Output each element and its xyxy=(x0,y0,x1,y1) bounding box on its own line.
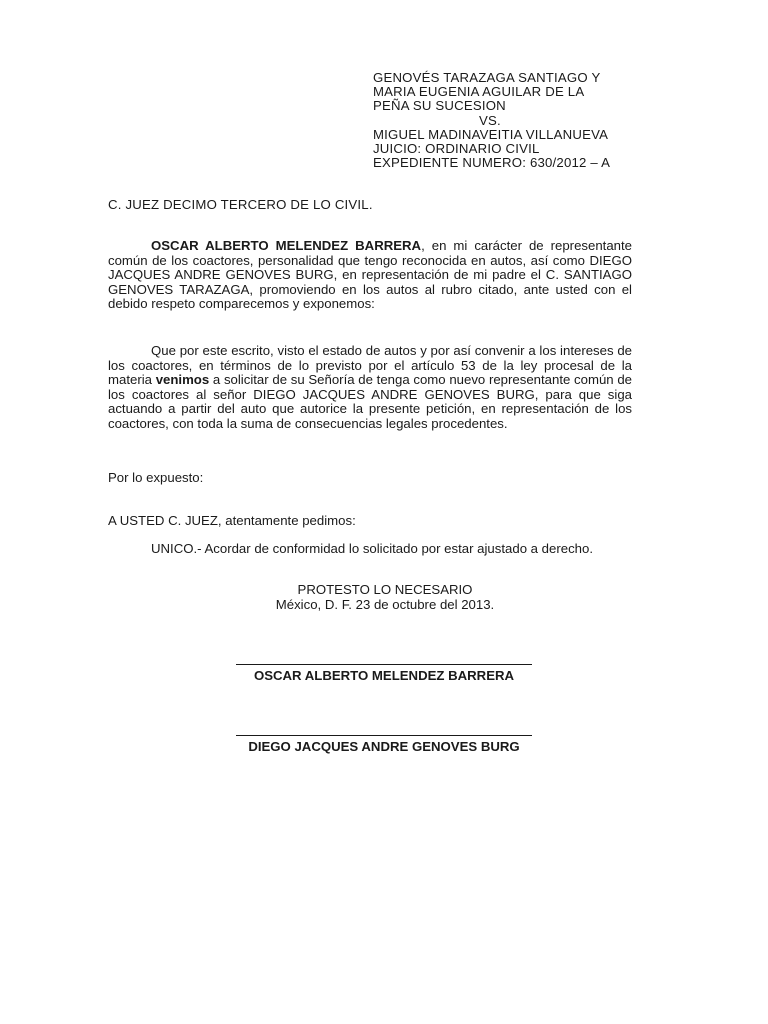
petition-heading: A USTED C. JUEZ, atentamente pedimos: xyxy=(108,513,356,528)
protest-title: PROTESTO LO NECESARIO xyxy=(297,582,473,597)
signatory-name: OSCAR ALBERTO MELENDEZ BARRERA xyxy=(253,668,515,683)
caption-trial-type: JUICIO: ORDINARIO CIVIL xyxy=(373,141,540,157)
signature-line xyxy=(236,735,532,736)
signature-block-2 xyxy=(228,735,540,754)
caption-versus: VS. xyxy=(479,112,501,128)
paragraph-request xyxy=(108,344,632,432)
case-caption xyxy=(373,71,673,170)
signatory-name: DIEGO JACQUES ANDRE GENOVES BURG xyxy=(248,739,520,754)
por-lo-expuesto: Por lo expuesto: xyxy=(108,470,204,485)
signature-block-1 xyxy=(228,664,540,683)
caption-line-3: PEÑA SU SUCESION xyxy=(373,98,506,114)
paragraph-request-text-after: a solicitar de su Señoría de tenga como nuevo representante común de los coactores al señor DIEGO JACQUES ANDRE GENOVES BURG, para que siga actuando a partir del auto que autorice la presente petición, en representación de los coactores, con toda la suma de consecuencias legales procedentes. xyxy=(108,372,633,431)
paragraph-request-text-before: Que por este escrito, visto el estado de autos y por así convenir a los intereses de los coactores, en términos de lo previsto por el artículo 53 de la ley procesal de la materia xyxy=(108,343,632,388)
caption-line-2: MARIA EUGENIA AGUILAR DE LA xyxy=(373,84,585,100)
caption-line-5: MIGUEL MADINAVEITIA VILLANUEVA xyxy=(373,126,609,142)
paragraph-request-bold: venimos xyxy=(155,372,210,388)
signature-line xyxy=(236,664,532,665)
representative-name: OSCAR ALBERTO MELENDEZ BARRERA xyxy=(151,238,422,253)
paragraph-introduction-text: , en mi carácter de representante común de los coactores, personalidad que tengo reconocida en autos, así como DIEGO JACQUES ANDRE GENOVES BURG, en representación de mi padre el C. SANTIAGO GENOVES TARAZAGA, promoviendo en los autos al rubro citado, ante usted con el debido respeto comparecemos y exponemos: xyxy=(108,238,632,312)
addressee: C. JUEZ DECIMO TERCERO DE LO CIVIL. xyxy=(108,197,373,212)
place-date: México, D. F. 23 de octubre del 2013. xyxy=(275,597,495,612)
caption-file-number: EXPEDIENTE NUMERO: 630/2012 – A xyxy=(373,155,611,171)
paragraph-introduction xyxy=(108,239,632,312)
caption-line-1: GENOVÉS TARAZAGA SANTIAGO Y xyxy=(373,70,601,85)
protest-block xyxy=(255,582,515,612)
petition-unico: UNICO.- Acordar de conformidad lo solicitado por estar ajustado a derecho. xyxy=(151,541,594,556)
